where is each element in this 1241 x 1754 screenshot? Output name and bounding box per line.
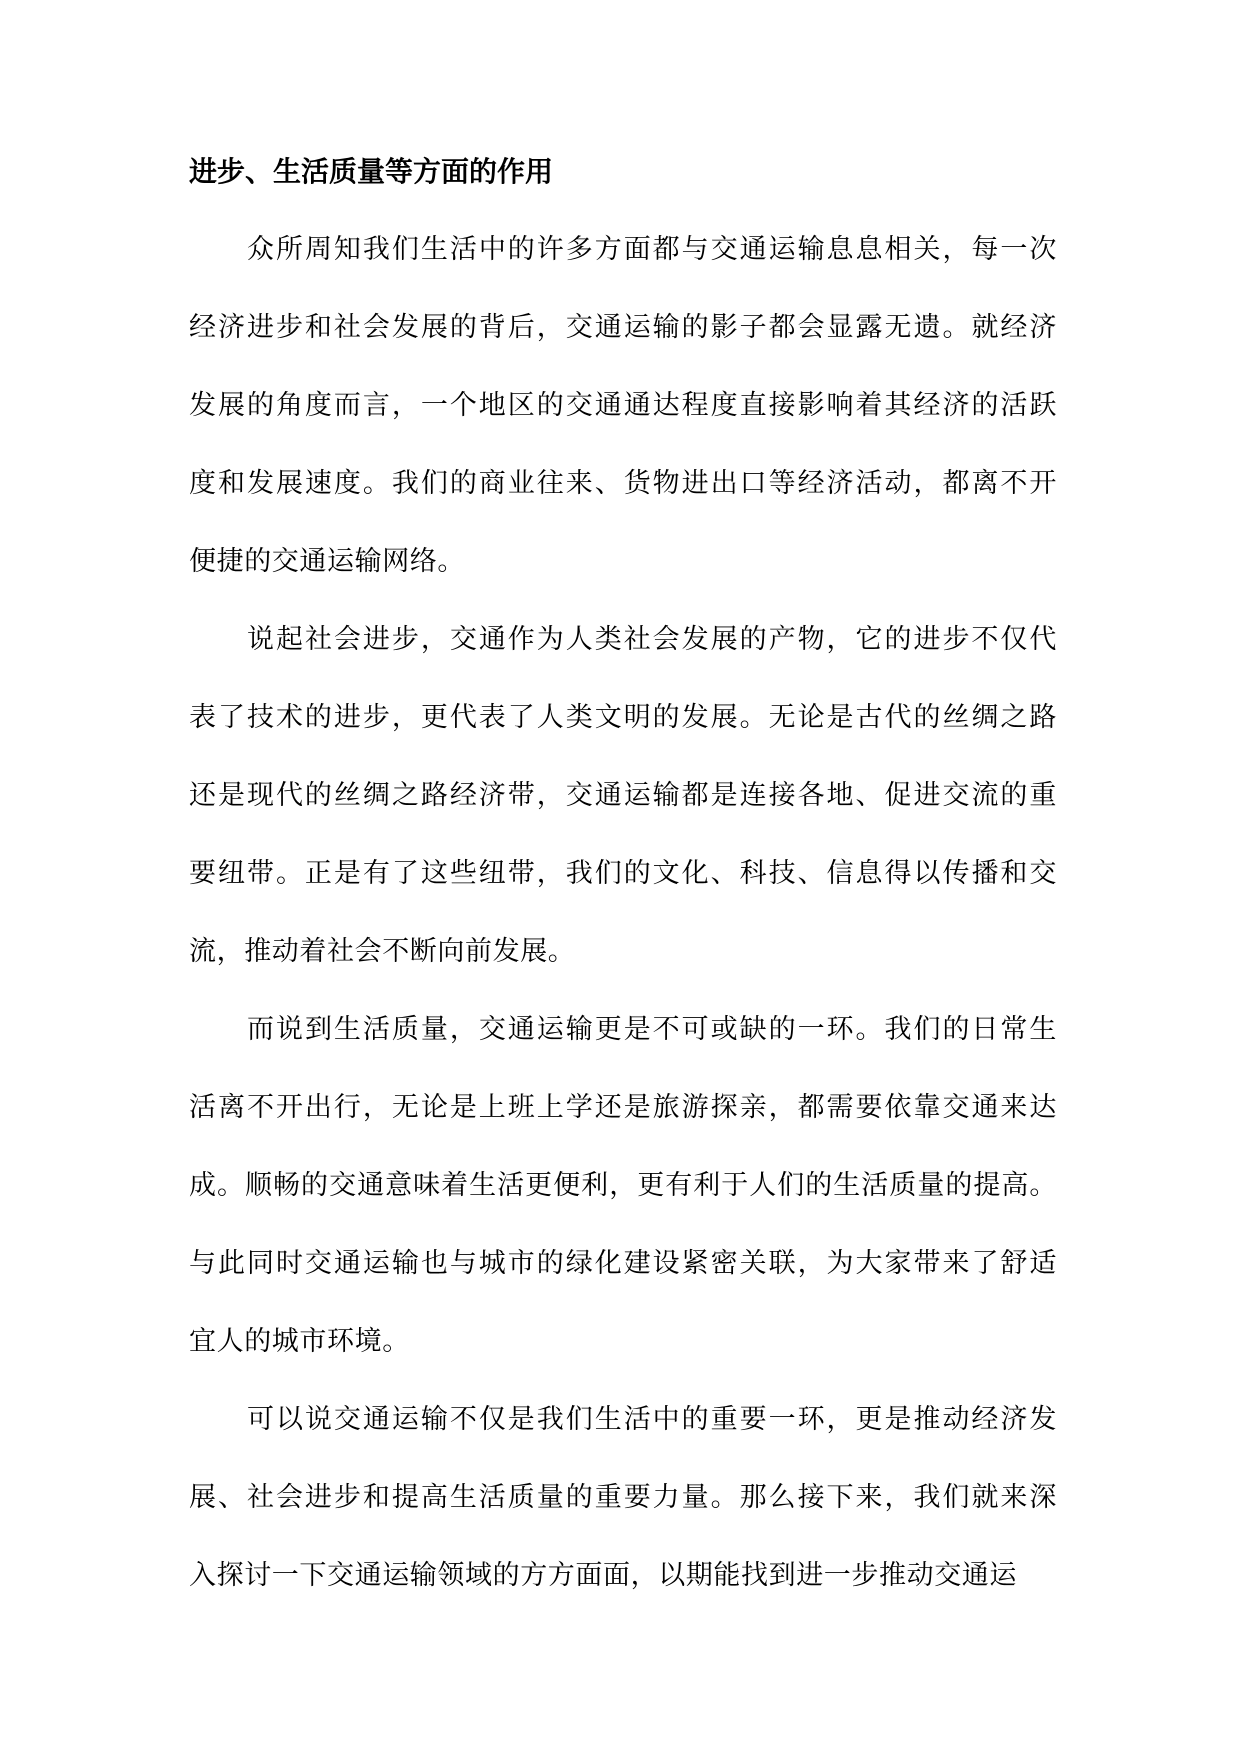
text-line: 可以说交通运输不仅是我们生活中的重要一环，更是推动经济发 xyxy=(247,1404,1057,1435)
paragraph-quality-of-life xyxy=(189,1003,1057,1393)
text-line: 成。顺畅的交通意味着生活更便利，更有利于人们的生活质量的提高。 xyxy=(189,1170,1057,1201)
text-line: 而说到生活质量，交通运输更是不可或缺的一环。我们的日常生 xyxy=(247,1014,1057,1045)
text-line: 发展的角度而言，一个地区的交通通达程度直接影响着其经济的活跃 xyxy=(189,390,1057,421)
text-line: 经济进步和社会发展的背后，交通运输的影子都会显露无遗。就经济 xyxy=(189,312,1057,343)
text-line: 便捷的交通运输网络。 xyxy=(189,546,465,577)
text-line: 说起社会进步，交通作为人类社会发展的产物，它的进步不仅代 xyxy=(247,624,1057,655)
paragraph-conclusion xyxy=(189,1393,1057,1627)
text-line: 流，推动着社会不断向前发展。 xyxy=(189,936,576,967)
section-heading: 进步、生活质量等方面的作用 xyxy=(189,155,554,188)
paragraph-society xyxy=(189,613,1057,1003)
document-body xyxy=(189,145,1057,1627)
text-line: 展、社会进步和提高生活质量的重要力量。那么接下来，我们就来深 xyxy=(189,1482,1057,1513)
text-line: 入探讨一下交通运输领域的方方面面，以期能找到进一步推动交通运 xyxy=(189,1560,1017,1591)
text-line: 活离不开出行，无论是上班上学还是旅游探亲，都需要依靠交通来达 xyxy=(189,1092,1057,1123)
text-line: 表了技术的进步，更代表了人类文明的发展。无论是古代的丝绸之路 xyxy=(189,702,1057,733)
text-line: 众所周知我们生活中的许多方面都与交通运输息息相关，每一次 xyxy=(247,234,1057,265)
text-line: 要纽带。正是有了这些纽带，我们的文化、科技、信息得以传播和交 xyxy=(189,858,1057,889)
paragraph-economy xyxy=(189,223,1057,613)
text-line: 还是现代的丝绸之路经济带，交通运输都是连接各地、促进交流的重 xyxy=(189,780,1057,811)
text-line: 度和发展速度。我们的商业往来、货物进出口等经济活动，都离不开 xyxy=(189,468,1057,499)
text-line: 宜人的城市环境。 xyxy=(189,1326,410,1357)
text-line: 与此同时交通运输也与城市的绿化建设紧密关联，为大家带来了舒适 xyxy=(189,1248,1057,1279)
